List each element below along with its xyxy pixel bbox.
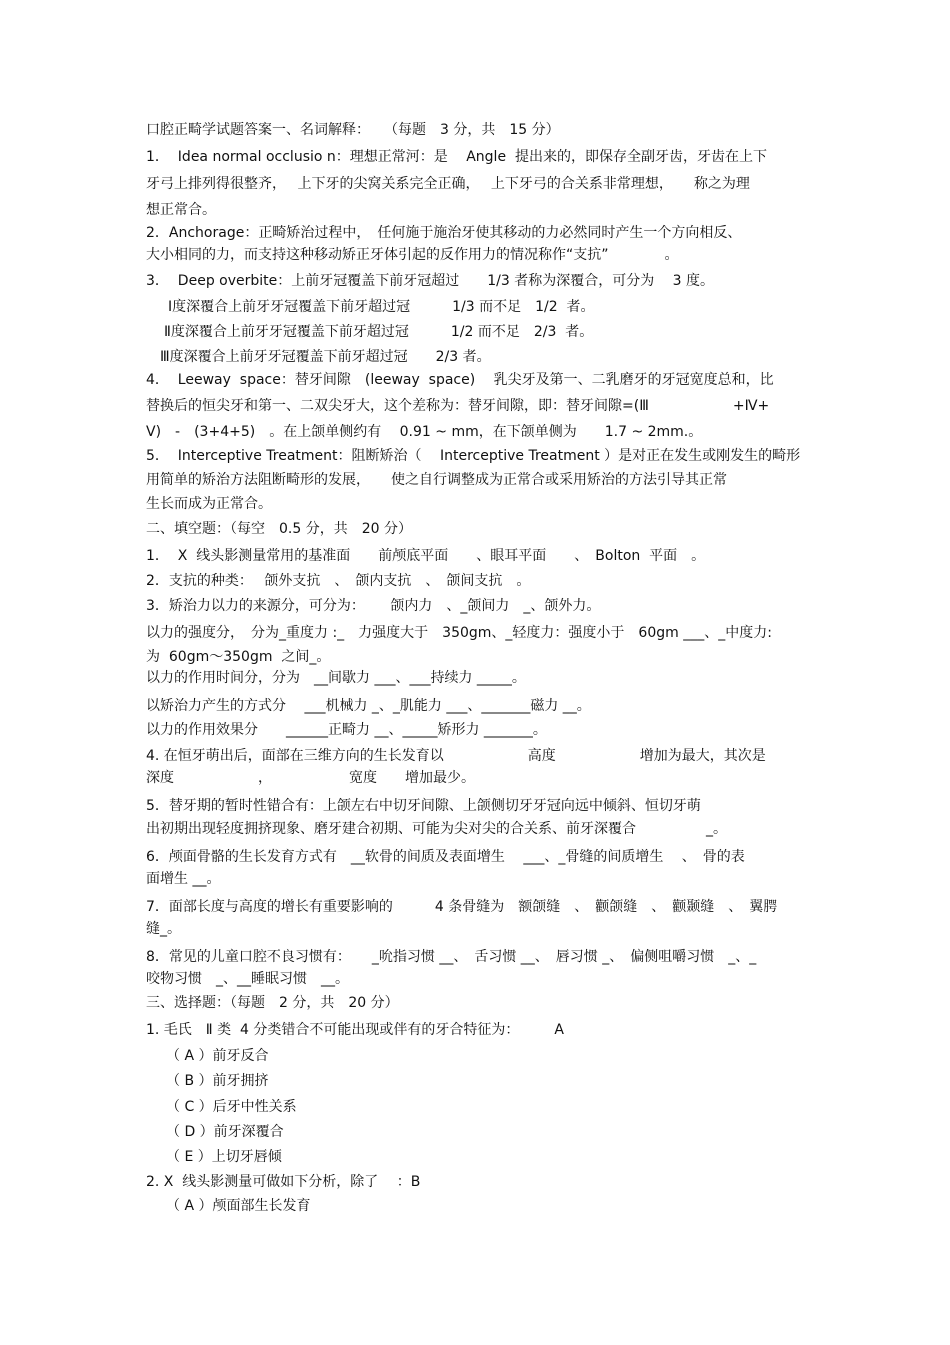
definition-5-line-1: 5． Interceptive Treatment：阻断矫治（ Interceptive Treatment ）是对正在发生或刚发生的畸形	[146, 448, 801, 464]
section-3-heading: 三、选择题：（每题 2 分，共 20 分）	[146, 995, 399, 1011]
fill-5-line-1: 5．替牙期的暂时性错合有：上颌左右中切牙间隙、上颌侧切牙牙冠向远中倾斜、恒切牙萌	[146, 798, 701, 814]
definition-5-line-2: 用简单的矫治方法阻断畸形的发展， 使之自行调整成为正常合或采用矫治的方法引导其正常	[146, 472, 727, 488]
choice-1-option-b: （ B ）前牙拥挤	[166, 1073, 269, 1089]
definition-1-line-3: 想正常合。	[146, 202, 216, 218]
fill-3: 3．矫治力以力的来源分，可分为： 颌内力 、_颌间力 _、颌外力。	[146, 598, 601, 614]
choice-1-option-d: （ D ）前牙深覆合	[166, 1124, 284, 1140]
definition-4-line-1: 4． Leeway space：替牙间隙 (leeway space) 乳尖牙及第一、二乳磨牙的牙冠宽度总和，比	[146, 372, 774, 388]
document-title: 口腔正畸学试题答案一、名词解释： （每题 3 分，共 15 分）	[146, 122, 560, 138]
fill-3-strength-2: 为 60gm～350gm 之间_。	[146, 649, 331, 665]
fill-6-line-2: 面增生 __。	[146, 871, 221, 887]
choice-1-stem: 1. 毛氏 Ⅱ 类 4 分类错合不可能出现或伴有的牙合特征为： A	[146, 1022, 564, 1038]
definition-1-line-1: 1． Idea normal occlusio n：理想正常河：是 Angle 提出来的，即保存全副牙齿，牙齿在上下	[146, 149, 767, 165]
fill-1: 1． X 线头影测量常用的基准面 前颅底平面 、眼耳平面 、 Bolton 平面 。	[146, 548, 706, 564]
fill-4-line-2: 深度 ， 宽度 增加最少。	[146, 770, 475, 786]
definition-2-line-2: 大小相同的力，而支持这种移动矫正牙体引起的反作用力的情况称作“支抗” 。	[146, 247, 679, 263]
fill-3-effect: 以力的作用效果分 ______正畸力 __、_____矫形力 _______。	[146, 722, 547, 738]
fill-3-strength-1: 以力的强度分， 分为_重度力 :_ 力强度大于 350gm、_轻度力：强度小于 60gm ___、_中度力:	[146, 625, 772, 641]
fill-5-line-2: 出初期出现轻度拥挤现象、磨牙建合初期、可能为尖对尖的合关系、前牙深覆合 _。	[146, 821, 727, 837]
definition-4-line-3: Ⅴ) - (3+4+5) 。在上颌单侧约有 0.91 ~ mm，在下颌单侧为 1.7 ~ 2mm.。	[146, 424, 703, 440]
definition-1-line-2: 牙弓上排列得很整齐， 上下牙的尖窝关系完全正确， 上下牙弓的合关系非常理想， 称之为理	[146, 176, 750, 192]
fill-3-mode: 以矫治力产生的方式分 ___机械力 _、_肌能力 ___、_______磁力 __。	[146, 698, 591, 714]
fill-7-line-2: 缝_。	[146, 921, 181, 937]
fill-3-time: 以力的作用时间分，分为 __间歇力 ___、___持续力 _____。	[146, 670, 526, 686]
definition-4-line-2: 替换后的恒尖牙和第一、二双尖牙大，这个差称为：替牙间隙，即：替牙间隙=(Ⅲ +Ⅳ+	[146, 398, 770, 414]
fill-4-line-1: 4. 在恒牙萌出后，面部在三维方向的生长发育以 高度 增加为最大，其次是	[146, 748, 766, 764]
fill-7-line-1: 7．面部长度与高度的增长有重要影响的 4 条骨缝为 额颌缝 、 颧颌缝 、 颧颞缝 、 翼腭	[146, 899, 778, 915]
definition-3-line-1: 3． Deep overbite：上前牙冠覆盖下前牙冠超过 1/3 者称为深覆合，可分为 3 度。	[146, 273, 715, 289]
definition-2-line-1: 2．Anchorage：正畸矫治过程中， 任何施于施治牙使其移动的力必然同时产生一个方向相反、	[146, 225, 742, 241]
definition-3-degree-3: Ⅲ度深覆合上前牙牙冠覆盖下前牙超过冠 2/3 者。	[160, 349, 491, 365]
definition-3-degree-2: Ⅱ度深覆合上前牙牙冠覆盖下前牙超过冠 1/2 而不足 2/3 者。	[164, 324, 594, 340]
choice-1-option-a: （ A ）前牙反合	[166, 1048, 269, 1064]
choice-2-stem: 2. X 线头影测量可做如下分析，除了 ：B	[146, 1174, 421, 1190]
choice-1-option-c: （ C ）后牙中性关系	[166, 1099, 297, 1115]
fill-2: 2．支抗的种类： 颌外支抗 、 颌内支抗 、 颌间支抗 。	[146, 573, 531, 589]
definition-5-line-3: 生长而成为正常合。	[146, 496, 272, 512]
fill-8-line-1: 8．常见的儿童口腔不良习惯有： _吮指习惯 __、 舌习惯 __、 唇习惯 _、 偏侧咀嚼习惯 _、_	[146, 949, 757, 965]
definition-3-degree-1: Ⅰ度深覆合上前牙牙冠覆盖下前牙超过冠 1/3 而不足 1/2 者。	[168, 299, 595, 315]
fill-6-line-1: 6．颅面骨骼的生长发育方式有 __软骨的间质及表面增生 ___、_骨缝的间质增生 、 骨的表	[146, 849, 745, 865]
fill-8-line-2: 咬物习惯 _、__睡眠习惯 __。	[146, 971, 349, 987]
choice-2-option-a: （ A ）颅面部生长发育	[166, 1198, 311, 1214]
section-2-heading: 二、填空题：（每空 0.5 分，共 20 分）	[146, 521, 412, 537]
choice-1-option-e: （ E ）上切牙唇倾	[166, 1149, 282, 1165]
